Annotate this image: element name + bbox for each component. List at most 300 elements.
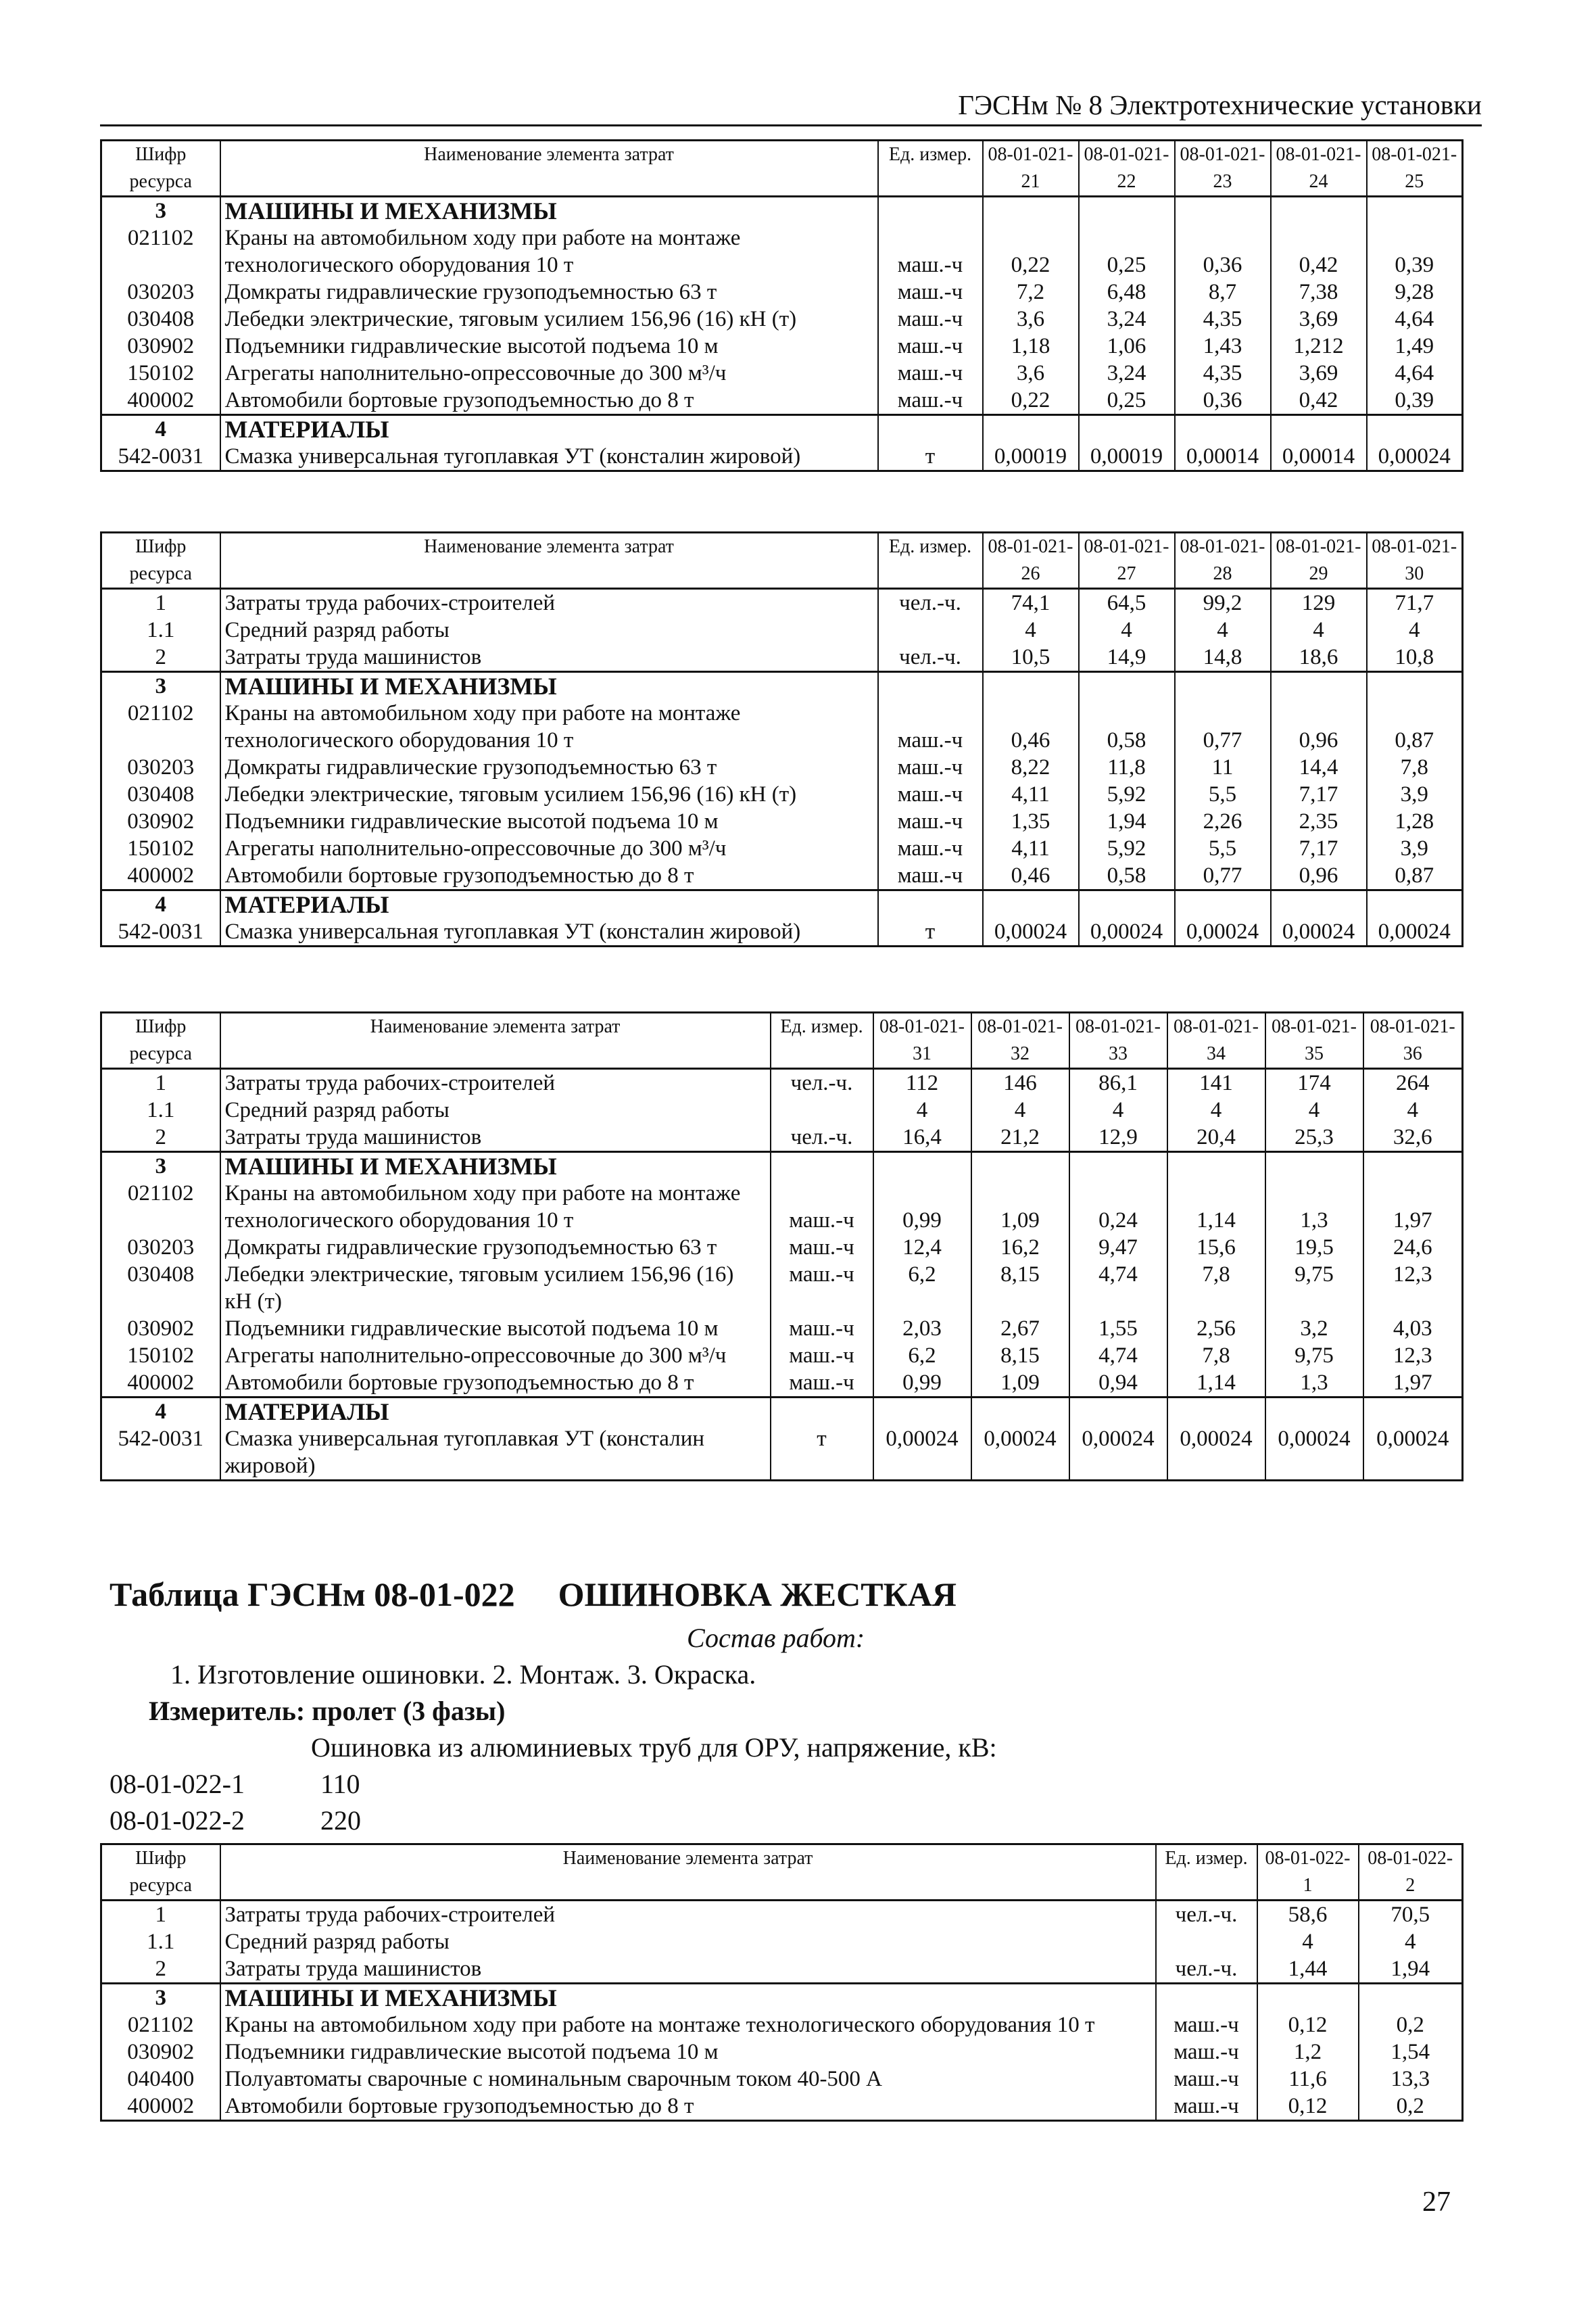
section-row	[101, 1152, 1463, 1180]
header-norm-code: 08-01-022-1	[1257, 1844, 1359, 1901]
value-cell: 141	[1167, 1069, 1265, 1097]
resource-code: 021102	[101, 2011, 220, 2038]
section-title: МАШИНЫ И МЕХАНИЗМЫ	[220, 1984, 1156, 2012]
meter-line: Измеритель: пролет (3 фазы)	[149, 1696, 506, 1726]
value-cell: 1,97	[1363, 1180, 1463, 1234]
value-cell: 0,2	[1359, 2011, 1463, 2038]
section-row	[101, 890, 1463, 919]
table-22-code: Таблица ГЭСНм 08-01-022	[110, 1575, 515, 1613]
value-cell: 6,48	[1079, 279, 1175, 306]
header-norm-code: 08-01-021-24	[1271, 141, 1367, 197]
unit-cell: маш.-ч	[1156, 2066, 1257, 2093]
resource-code: 3	[101, 1152, 220, 1180]
resource-name: Затраты труда машинистов	[220, 644, 878, 672]
unit-cell: маш.-ч	[878, 360, 983, 387]
unit-cell: маш.-ч	[771, 1342, 873, 1369]
unit-cell: маш.-ч	[878, 279, 983, 306]
resource-code: 030902	[101, 1315, 220, 1342]
resource-name: Подъемники гидравлические высотой подъема 10 м	[220, 333, 878, 360]
resource-table-021-21-25	[100, 139, 1464, 472]
resource-code: 542-0031	[101, 918, 220, 947]
value-cell: 15,6	[1167, 1234, 1265, 1261]
variant-code-2: 08-01-022-2	[110, 1805, 245, 1836]
table-row	[101, 1097, 1463, 1124]
table-row	[101, 1425, 1463, 1481]
value-cell: 25,3	[1265, 1124, 1363, 1152]
resource-name: Подъемники гидравлические высотой подъема 10 м	[220, 2038, 1156, 2066]
value-cell: 7,8	[1167, 1261, 1265, 1315]
header-norm-code: 08-01-021-31	[873, 1013, 971, 1069]
value-cell	[1271, 197, 1367, 225]
section-title: МАШИНЫ И МЕХАНИЗМЫ	[220, 197, 878, 225]
resource-name: Лебедки электрические, тяговым усилием 156,96 (16) кН (т)	[220, 306, 878, 333]
resource-code: 400002	[101, 387, 220, 415]
value-cell	[1257, 1984, 1359, 2012]
resource-name: Средний разряд работы	[220, 1928, 1156, 1955]
value-cell: 1,3	[1265, 1369, 1363, 1398]
table-22-title	[110, 1573, 1529, 1616]
value-cell	[1079, 197, 1175, 225]
resource-table-022	[100, 1843, 1464, 2122]
value-cell: 3,9	[1367, 781, 1463, 808]
value-cell: 0,99	[873, 1369, 971, 1398]
resource-name: Смазка универсальная тугоплавкая УТ (консталин жировой)	[220, 443, 878, 471]
header-unit: Ед. измер.	[878, 533, 983, 589]
value-cell: 0,46	[983, 862, 1079, 890]
value-cell: 0,46	[983, 700, 1079, 754]
table-row	[101, 2038, 1463, 2066]
header-norm-code: 08-01-021-27	[1079, 533, 1175, 589]
table-row	[101, 808, 1463, 835]
value-cell: 7,8	[1367, 754, 1463, 781]
variant-code-1: 08-01-022-1	[110, 1769, 245, 1799]
value-cell: 2,26	[1175, 808, 1271, 835]
resource-name: Подъемники гидравлические высотой подъема 10 м	[220, 808, 878, 835]
value-cell	[1175, 672, 1271, 700]
table-row	[101, 589, 1463, 617]
value-cell: 0,00019	[1079, 443, 1175, 471]
value-cell	[1359, 1984, 1463, 2012]
header-unit: Ед. измер.	[771, 1013, 873, 1069]
table-row	[101, 1901, 1463, 1929]
value-cell: 0,00024	[1363, 1425, 1463, 1481]
value-cell: 7,17	[1271, 781, 1367, 808]
resource-name: Смазка универсальная тугоплавкая УТ (консталин жировой)	[220, 1425, 771, 1481]
value-cell: 99,2	[1175, 589, 1271, 617]
value-cell: 0,99	[873, 1180, 971, 1234]
resource-code: 1	[101, 1069, 220, 1097]
unit-cell: маш.-ч	[878, 754, 983, 781]
unit-cell: маш.-ч	[878, 781, 983, 808]
resource-code: 150102	[101, 1342, 220, 1369]
table-row	[101, 443, 1463, 471]
table-22-subtitle: Ошиновка из алюминиевых труб для ОРУ, напряжение, кВ:	[311, 1732, 997, 1763]
value-cell: 2,03	[873, 1315, 971, 1342]
value-cell: 0,58	[1079, 700, 1175, 754]
unit-cell: чел.-ч.	[771, 1124, 873, 1152]
value-cell: 3,69	[1271, 306, 1367, 333]
table-row	[101, 754, 1463, 781]
resource-name: Автомобили бортовые грузоподъемностью до 8 т	[220, 387, 878, 415]
value-cell	[1367, 197, 1463, 225]
header-norm-code: 08-01-021-36	[1363, 1013, 1463, 1069]
value-cell: 4	[1069, 1097, 1167, 1124]
value-cell	[983, 890, 1079, 919]
value-cell: 71,7	[1367, 589, 1463, 617]
header-norm-code: 08-01-021-30	[1367, 533, 1463, 589]
resource-code: 030902	[101, 2038, 220, 2066]
header-norm-code: 08-01-021-34	[1167, 1013, 1265, 1069]
value-cell: 4	[1175, 617, 1271, 644]
table-row	[101, 1315, 1463, 1342]
table-row	[101, 306, 1463, 333]
value-cell	[1167, 1152, 1265, 1180]
section-title: МАТЕРИАЛЫ	[220, 890, 878, 919]
resource-code: 150102	[101, 360, 220, 387]
header-norm-code: 08-01-021-35	[1265, 1013, 1363, 1069]
value-cell: 12,3	[1363, 1342, 1463, 1369]
table-row	[101, 1069, 1463, 1097]
value-cell: 4	[1271, 617, 1367, 644]
resource-code: 021102	[101, 700, 220, 754]
unit-cell: маш.-ч	[878, 835, 983, 862]
value-cell: 1,06	[1079, 333, 1175, 360]
value-cell: 11,8	[1079, 754, 1175, 781]
header-norm-code: 08-01-021-23	[1175, 141, 1271, 197]
value-cell: 32,6	[1363, 1124, 1463, 1152]
resource-name: Агрегаты наполнительно-опрессовочные до 300 м³/ч	[220, 1342, 771, 1369]
header-norm-code: 08-01-022-2	[1359, 1844, 1463, 1901]
table-row	[101, 2093, 1463, 2121]
unit-cell: т	[878, 918, 983, 947]
header-norm-code: 08-01-021-33	[1069, 1013, 1167, 1069]
value-cell: 0,00024	[873, 1425, 971, 1481]
value-cell: 7,38	[1271, 279, 1367, 306]
value-cell: 0,36	[1175, 387, 1271, 415]
resource-code: 3	[101, 197, 220, 225]
unit-cell: маш.-ч	[771, 1369, 873, 1398]
unit-cell: маш.-ч	[771, 1315, 873, 1342]
resource-name: Автомобили бортовые грузоподъемностью до 8 т	[220, 1369, 771, 1398]
value-cell: 4	[1079, 617, 1175, 644]
resource-name: Средний разряд работы	[220, 1097, 771, 1124]
value-cell: 174	[1265, 1069, 1363, 1097]
value-cell: 4,64	[1367, 306, 1463, 333]
value-cell: 1,35	[983, 808, 1079, 835]
table-row	[101, 1234, 1463, 1261]
value-cell	[1175, 415, 1271, 444]
value-cell: 0,12	[1257, 2093, 1359, 2121]
unit-cell	[1156, 1984, 1257, 2012]
work-composition-label: Состав работ:	[687, 1623, 865, 1653]
section-row	[101, 197, 1463, 225]
value-cell: 9,75	[1265, 1342, 1363, 1369]
value-cell: 0,00024	[1367, 918, 1463, 947]
value-cell	[983, 415, 1079, 444]
value-cell: 0,00024	[1367, 443, 1463, 471]
resource-code: 1.1	[101, 1097, 220, 1124]
section-row	[101, 415, 1463, 444]
resource-table-021-31-36	[100, 1011, 1464, 1481]
resource-code: 030408	[101, 1261, 220, 1315]
value-cell	[1175, 197, 1271, 225]
unit-cell: маш.-ч	[878, 224, 983, 279]
value-cell: 3,9	[1367, 835, 1463, 862]
value-cell: 2,35	[1271, 808, 1367, 835]
value-cell: 1,2	[1257, 2038, 1359, 2066]
value-cell	[1367, 672, 1463, 700]
table-row	[101, 918, 1463, 947]
resource-name: Агрегаты наполнительно-опрессовочные до 300 м³/ч	[220, 835, 878, 862]
value-cell	[1069, 1152, 1167, 1180]
value-cell: 3,24	[1079, 360, 1175, 387]
variant-value-2: 220	[320, 1805, 361, 1836]
resource-name: Затраты труда рабочих-строителей	[220, 589, 878, 617]
value-cell: 1,18	[983, 333, 1079, 360]
value-cell: 1,14	[1167, 1180, 1265, 1234]
value-cell: 9,47	[1069, 1234, 1167, 1261]
value-cell: 16,2	[971, 1234, 1069, 1261]
value-cell: 3,69	[1271, 360, 1367, 387]
unit-cell: маш.-ч	[1156, 2011, 1257, 2038]
resource-name: Средний разряд работы	[220, 617, 878, 644]
resource-code: 150102	[101, 835, 220, 862]
value-cell: 0,00024	[1167, 1425, 1265, 1481]
resource-code: 021102	[101, 224, 220, 279]
unit-cell: маш.-ч	[1156, 2093, 1257, 2121]
table-row	[101, 862, 1463, 890]
value-cell	[1363, 1398, 1463, 1426]
value-cell: 7,17	[1271, 835, 1367, 862]
value-cell: 2,67	[971, 1315, 1069, 1342]
header-code: Шифр ресурса	[101, 533, 220, 589]
resource-name: Домкраты гидравлические грузоподъемностью 63 т	[220, 754, 878, 781]
value-cell: 0,25	[1079, 224, 1175, 279]
value-cell	[1363, 1152, 1463, 1180]
table-row	[101, 2011, 1463, 2038]
table-row	[101, 279, 1463, 306]
value-cell: 3,24	[1079, 306, 1175, 333]
unit-cell	[771, 1152, 873, 1180]
header-norm-code: 08-01-021-21	[983, 141, 1079, 197]
value-cell: 5,5	[1175, 781, 1271, 808]
value-cell: 4	[873, 1097, 971, 1124]
header-norm-code: 08-01-021-29	[1271, 533, 1367, 589]
resource-name: Домкраты гидравлические грузоподъемностью 63 т	[220, 279, 878, 306]
unit-cell: маш.-ч	[878, 862, 983, 890]
value-cell: 8,22	[983, 754, 1079, 781]
value-cell: 8,15	[971, 1342, 1069, 1369]
value-cell	[1079, 415, 1175, 444]
resource-name: Краны на автомобильном ходу при работе на монтаже технологического оборудования 10 т	[220, 1180, 771, 1234]
resource-code: 1	[101, 1901, 220, 1929]
resource-name: Автомобили бортовые грузоподъемностью до 8 т	[220, 862, 878, 890]
resource-name: Краны на автомобильном ходу при работе на монтаже технологического оборудования 10 т	[220, 224, 878, 279]
value-cell	[1265, 1152, 1363, 1180]
value-cell: 0,77	[1175, 700, 1271, 754]
value-cell: 14,8	[1175, 644, 1271, 672]
resource-name: Затраты труда рабочих-строителей	[220, 1901, 1156, 1929]
value-cell: 0,39	[1367, 224, 1463, 279]
unit-cell	[878, 890, 983, 919]
unit-cell: маш.-ч	[771, 1234, 873, 1261]
section-row	[101, 1398, 1463, 1426]
value-cell: 0,24	[1069, 1180, 1167, 1234]
resource-name: Полуавтоматы сварочные с номинальным сварочным током 40-500 А	[220, 2066, 1156, 2093]
table-row	[101, 224, 1463, 279]
value-cell: 74,1	[983, 589, 1079, 617]
resource-code: 030902	[101, 808, 220, 835]
value-cell: 1,49	[1367, 333, 1463, 360]
unit-cell	[771, 1097, 873, 1124]
resource-name: Затраты труда машинистов	[220, 1955, 1156, 1984]
value-cell	[873, 1398, 971, 1426]
resource-name: Затраты труда рабочих-строителей	[220, 1069, 771, 1097]
table-row	[101, 1261, 1463, 1315]
value-cell: 6,2	[873, 1342, 971, 1369]
value-cell: 4	[1359, 1928, 1463, 1955]
value-cell: 8,15	[971, 1261, 1069, 1315]
unit-cell: маш.-ч	[878, 387, 983, 415]
unit-cell	[878, 617, 983, 644]
table-row	[101, 700, 1463, 754]
unit-cell	[1156, 1928, 1257, 1955]
table-row	[101, 1124, 1463, 1152]
resource-name: Подъемники гидравлические высотой подъема 10 м	[220, 1315, 771, 1342]
resource-code: 030408	[101, 781, 220, 808]
value-cell: 5,92	[1079, 835, 1175, 862]
value-cell: 0,77	[1175, 862, 1271, 890]
unit-cell: маш.-ч	[771, 1180, 873, 1234]
value-cell: 11,6	[1257, 2066, 1359, 2093]
unit-cell	[878, 672, 983, 700]
resource-name: Краны на автомобильном ходу при работе на монтаже технологического оборудования 10 т	[220, 700, 878, 754]
value-cell: 14,9	[1079, 644, 1175, 672]
value-cell: 0,00024	[1271, 918, 1367, 947]
value-cell: 0,25	[1079, 387, 1175, 415]
table-row	[101, 835, 1463, 862]
value-cell	[971, 1152, 1069, 1180]
header-name: Наименование элемента затрат	[220, 1013, 771, 1069]
value-cell: 7,8	[1167, 1342, 1265, 1369]
resource-code: 1.1	[101, 617, 220, 644]
value-cell: 24,6	[1363, 1234, 1463, 1261]
value-cell: 4	[1367, 617, 1463, 644]
value-cell: 112	[873, 1069, 971, 1097]
value-cell: 8,7	[1175, 279, 1271, 306]
header-norm-code: 08-01-021-26	[983, 533, 1079, 589]
resource-name: Автомобили бортовые грузоподъемностью до 8 т	[220, 2093, 1156, 2121]
value-cell: 0,39	[1367, 387, 1463, 415]
resource-name: Затраты труда машинистов	[220, 1124, 771, 1152]
value-cell: 20,4	[1167, 1124, 1265, 1152]
page-number: 27	[1422, 2187, 1451, 2218]
resource-code: 3	[101, 1984, 220, 2012]
header-norm-code: 08-01-021-32	[971, 1013, 1069, 1069]
resource-code: 4	[101, 415, 220, 444]
resource-code: 4	[101, 1398, 220, 1426]
value-cell	[1079, 890, 1175, 919]
header-code: Шифр ресурса	[101, 1013, 220, 1069]
value-cell: 4,35	[1175, 360, 1271, 387]
resource-name: Краны на автомобильном ходу при работе на монтаже технологического оборудования 10 т	[220, 2011, 1156, 2038]
value-cell: 7,2	[983, 279, 1079, 306]
variant-value-1: 110	[320, 1769, 360, 1799]
value-cell: 4,64	[1367, 360, 1463, 387]
value-cell: 3,6	[983, 306, 1079, 333]
value-cell: 12,9	[1069, 1124, 1167, 1152]
value-cell: 4	[1257, 1928, 1359, 1955]
unit-cell: маш.-ч	[878, 333, 983, 360]
resource-code: 030203	[101, 1234, 220, 1261]
value-cell: 1,09	[971, 1180, 1069, 1234]
value-cell: 11	[1175, 754, 1271, 781]
resource-code: 2	[101, 1124, 220, 1152]
value-cell: 4,35	[1175, 306, 1271, 333]
header-unit: Ед. измер.	[878, 141, 983, 197]
value-cell	[1367, 415, 1463, 444]
section-title: МАТЕРИАЛЫ	[220, 1398, 771, 1426]
value-cell: 1,44	[1257, 1955, 1359, 1984]
value-cell	[1167, 1398, 1265, 1426]
section-row	[101, 672, 1463, 700]
work-composition-text: 1. Изготовление ошиновки. 2. Монтаж. 3. Окраска.	[170, 1659, 756, 1690]
value-cell: 0,00014	[1175, 443, 1271, 471]
value-cell: 4,11	[983, 835, 1079, 862]
resource-name: Агрегаты наполнительно-опрессовочные до 300 м³/ч	[220, 360, 878, 387]
unit-cell	[878, 197, 983, 225]
value-cell: 146	[971, 1069, 1069, 1097]
table-row	[101, 2066, 1463, 2093]
header-code: Шифр ресурса	[101, 141, 220, 197]
unit-cell	[771, 1398, 873, 1426]
value-cell: 0,00024	[1069, 1425, 1167, 1481]
resource-code: 4	[101, 890, 220, 919]
value-cell: 3,6	[983, 360, 1079, 387]
value-cell: 1,97	[1363, 1369, 1463, 1398]
value-cell: 1,54	[1359, 2038, 1463, 2066]
value-cell: 64,5	[1079, 589, 1175, 617]
value-cell	[1271, 415, 1367, 444]
table-row	[101, 781, 1463, 808]
value-cell: 0,2	[1359, 2093, 1463, 2121]
table-row	[101, 644, 1463, 672]
value-cell: 9,28	[1367, 279, 1463, 306]
table-row	[101, 1180, 1463, 1234]
value-cell: 18,6	[1271, 644, 1367, 672]
unit-cell: маш.-ч	[1156, 2038, 1257, 2066]
header-name: Наименование элемента затрат	[220, 533, 878, 589]
value-cell: 12,3	[1363, 1261, 1463, 1315]
resource-code: 030203	[101, 754, 220, 781]
table-row	[101, 617, 1463, 644]
resource-code: 2	[101, 1955, 220, 1984]
value-cell: 16,4	[873, 1124, 971, 1152]
table-22-name: ОШИНОВКА ЖЕСТКАЯ	[558, 1575, 957, 1613]
resource-code: 030203	[101, 279, 220, 306]
value-cell: 0,12	[1257, 2011, 1359, 2038]
resource-code: 021102	[101, 1180, 220, 1234]
value-cell: 264	[1363, 1069, 1463, 1097]
value-cell: 9,75	[1265, 1261, 1363, 1315]
value-cell: 70,5	[1359, 1901, 1463, 1929]
value-cell	[1079, 672, 1175, 700]
resource-code: 1.1	[101, 1928, 220, 1955]
unit-cell: чел.-ч.	[1156, 1955, 1257, 1984]
section-title: МАШИНЫ И МЕХАНИЗМЫ	[220, 672, 878, 700]
value-cell: 0,94	[1069, 1369, 1167, 1398]
header-norm-code: 08-01-021-25	[1367, 141, 1463, 197]
